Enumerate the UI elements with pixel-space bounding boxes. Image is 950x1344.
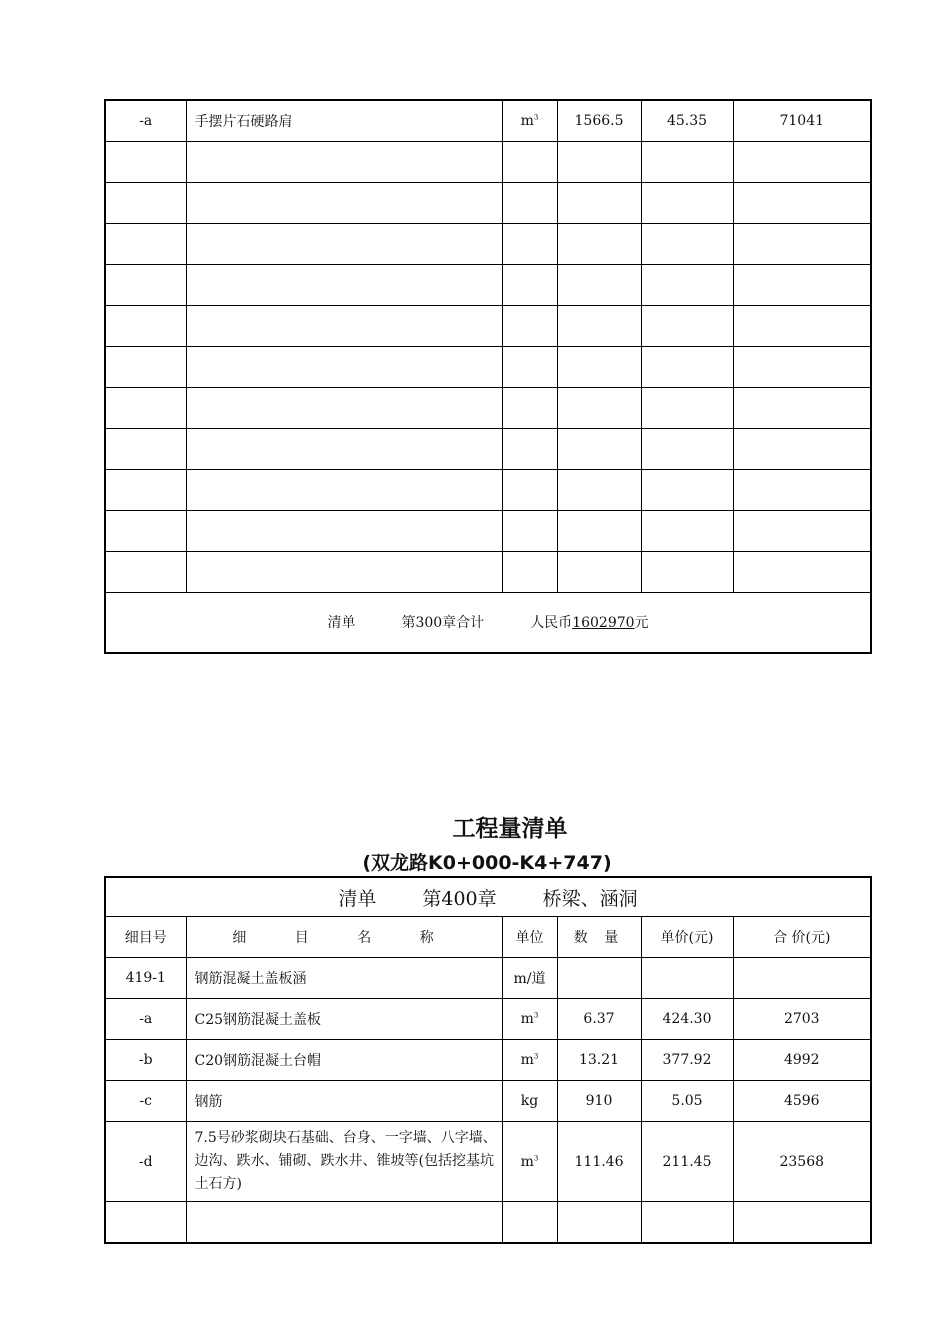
table-row (105, 1081, 871, 1122)
item-price: 5.05 (641, 1081, 733, 1122)
empty-row (105, 1202, 871, 1243)
item-amount: 4596 (733, 1081, 871, 1122)
table-row (105, 1122, 871, 1202)
item-qty (557, 958, 641, 999)
column-header-row (105, 917, 871, 958)
page-title: 工程量清单 (452, 816, 568, 842)
empty-row (105, 141, 871, 182)
chapter-no: 第400章 (422, 887, 497, 910)
item-name: C25钢筋混凝土盖板 (186, 999, 502, 1040)
empty-row (105, 182, 871, 223)
item-unit: $m^3$ (502, 100, 557, 141)
empty-row (105, 428, 871, 469)
item-amount: 4992 (733, 1040, 871, 1081)
col-qty-header: 数 量 (557, 917, 641, 958)
total-currency: 人民币 (530, 615, 573, 632)
empty-row (105, 264, 871, 305)
item-price: 211.45 (641, 1122, 733, 1202)
empty-row (105, 223, 871, 264)
table-row (105, 1040, 871, 1081)
item-qty: 6.37 (557, 999, 641, 1040)
chapter-name: 桥梁、涵洞 (542, 887, 638, 910)
item-amount (733, 958, 871, 999)
empty-row (105, 469, 871, 510)
chapter-label: 清单 (338, 887, 377, 910)
page-subtitle: (双龙路K0+000-K4+747) (362, 852, 612, 874)
item-id: -a (105, 999, 186, 1040)
item-amount: 2703 (733, 999, 871, 1040)
empty-row (105, 551, 871, 592)
item-qty: 111.46 (557, 1122, 641, 1202)
empty-row (105, 510, 871, 551)
item-unit: m/道 (502, 958, 557, 999)
item-qty: 1566.5 (557, 100, 641, 141)
col-unit-header: 单位 (502, 917, 557, 958)
chapter-300-table (104, 99, 872, 654)
item-id: -a (105, 100, 186, 141)
item-unit: $m^3$ (502, 1122, 557, 1202)
item-id: -d (105, 1122, 186, 1202)
chapter-header-row (105, 877, 871, 917)
col-amount-header: 合 价(元) (733, 917, 871, 958)
chapter-header (105, 877, 871, 917)
total-amount: 1602970 (572, 615, 635, 632)
empty-row (105, 305, 871, 346)
total-chapter: 第300章合计 (401, 615, 485, 632)
table-row (105, 100, 871, 141)
table-row (105, 999, 871, 1040)
item-name: 手摆片石硬路肩 (186, 100, 502, 141)
item-id: -c (105, 1081, 186, 1122)
item-name: 钢筋混凝土盖板涵 (186, 958, 502, 999)
item-name: 钢筋 (186, 1081, 502, 1122)
chapter-total-row (105, 592, 871, 653)
col-name-header: 细 目 名 称 (186, 917, 502, 958)
item-price: 45.35 (641, 100, 733, 141)
item-unit: $m^3$ (502, 999, 557, 1040)
item-id: -b (105, 1040, 186, 1081)
item-name: 7.5号砂浆砌块石基础、台身、一字墙、八字墙、边沟、跌水、铺砌、跌水井、锥坡等(包括挖基坑土石方) (186, 1122, 502, 1202)
item-amount: 71041 (733, 100, 871, 141)
item-name: C20钢筋混凝土台帽 (186, 1040, 502, 1081)
chapter-total (105, 592, 871, 653)
item-id: 419-1 (105, 958, 186, 999)
table-row (105, 958, 871, 999)
item-price (641, 958, 733, 999)
empty-row (105, 387, 871, 428)
col-id-header: 细目号 (105, 917, 186, 958)
item-amount: 23568 (733, 1122, 871, 1202)
item-qty: 13.21 (557, 1040, 641, 1081)
total-label: 清单 (327, 615, 356, 632)
total-suffix: 元 (634, 615, 649, 632)
chapter-400-table (104, 876, 872, 1244)
item-unit: kg (502, 1081, 557, 1122)
item-unit: $m^3$ (502, 1040, 557, 1081)
item-price: 377.92 (641, 1040, 733, 1081)
item-qty: 910 (557, 1081, 641, 1122)
item-price: 424.30 (641, 999, 733, 1040)
empty-row (105, 346, 871, 387)
col-price-header: 单价(元) (641, 917, 733, 958)
